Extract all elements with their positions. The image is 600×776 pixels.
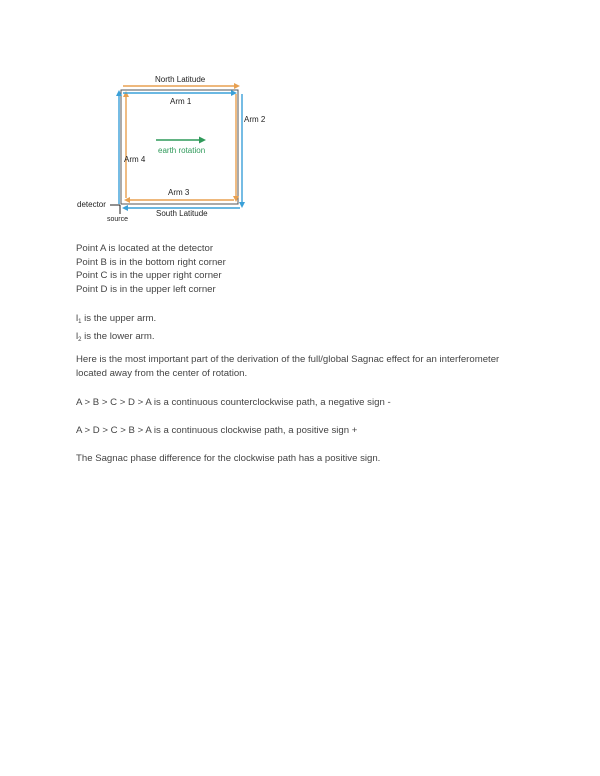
clockwise-path-text: A > D > C > B > A is a continuous clockwise path, a positive sign + (76, 425, 358, 436)
point-b-text: Point B is in the bottom right corner (76, 256, 226, 268)
arm-1-label: Arm 1 (170, 97, 192, 106)
point-c-text: Point C is in the upper right corner (76, 270, 222, 282)
arm-3-label: Arm 3 (168, 188, 190, 197)
lower-arm-text: $l_2$ is the lower arm. (76, 330, 155, 343)
sagnac-diagram (76, 74, 272, 226)
upper-arm-text: $l_1$ is the upper arm. (76, 313, 157, 325)
point-a-text: Point A is located at the detector (76, 243, 214, 254)
counterclockwise-path-text: A > B > C > D > A is a continuous counterclockwise path, a negative sign - (76, 397, 391, 408)
detector-connector (110, 205, 120, 214)
detector-label: detector (77, 200, 106, 209)
point-d-text: Point D is in the upper left corner (76, 283, 216, 295)
arm-4-label: Arm 4 (124, 155, 146, 164)
conclusion-text: The Sagnac phase difference for the clockwise path has a positive sign. (76, 453, 381, 464)
point-list (76, 242, 226, 296)
arm-definitions (76, 312, 156, 347)
arm-2-label: Arm 2 (244, 115, 266, 124)
source-label: source (107, 216, 129, 223)
rotation-arrow (156, 137, 206, 144)
south-latitude-label: South Latitude (156, 209, 208, 218)
earth-rotation-label: earth rotation (158, 146, 206, 155)
paragraph-line-1: Here is the most important part of the derivation of the full/global Sagnac effect for an interferometer (76, 354, 500, 365)
derivation-paragraph (76, 353, 499, 380)
paragraph-line-2: located away from the center of rotation. (76, 367, 248, 379)
north-latitude-label: North Latitude (155, 75, 206, 84)
